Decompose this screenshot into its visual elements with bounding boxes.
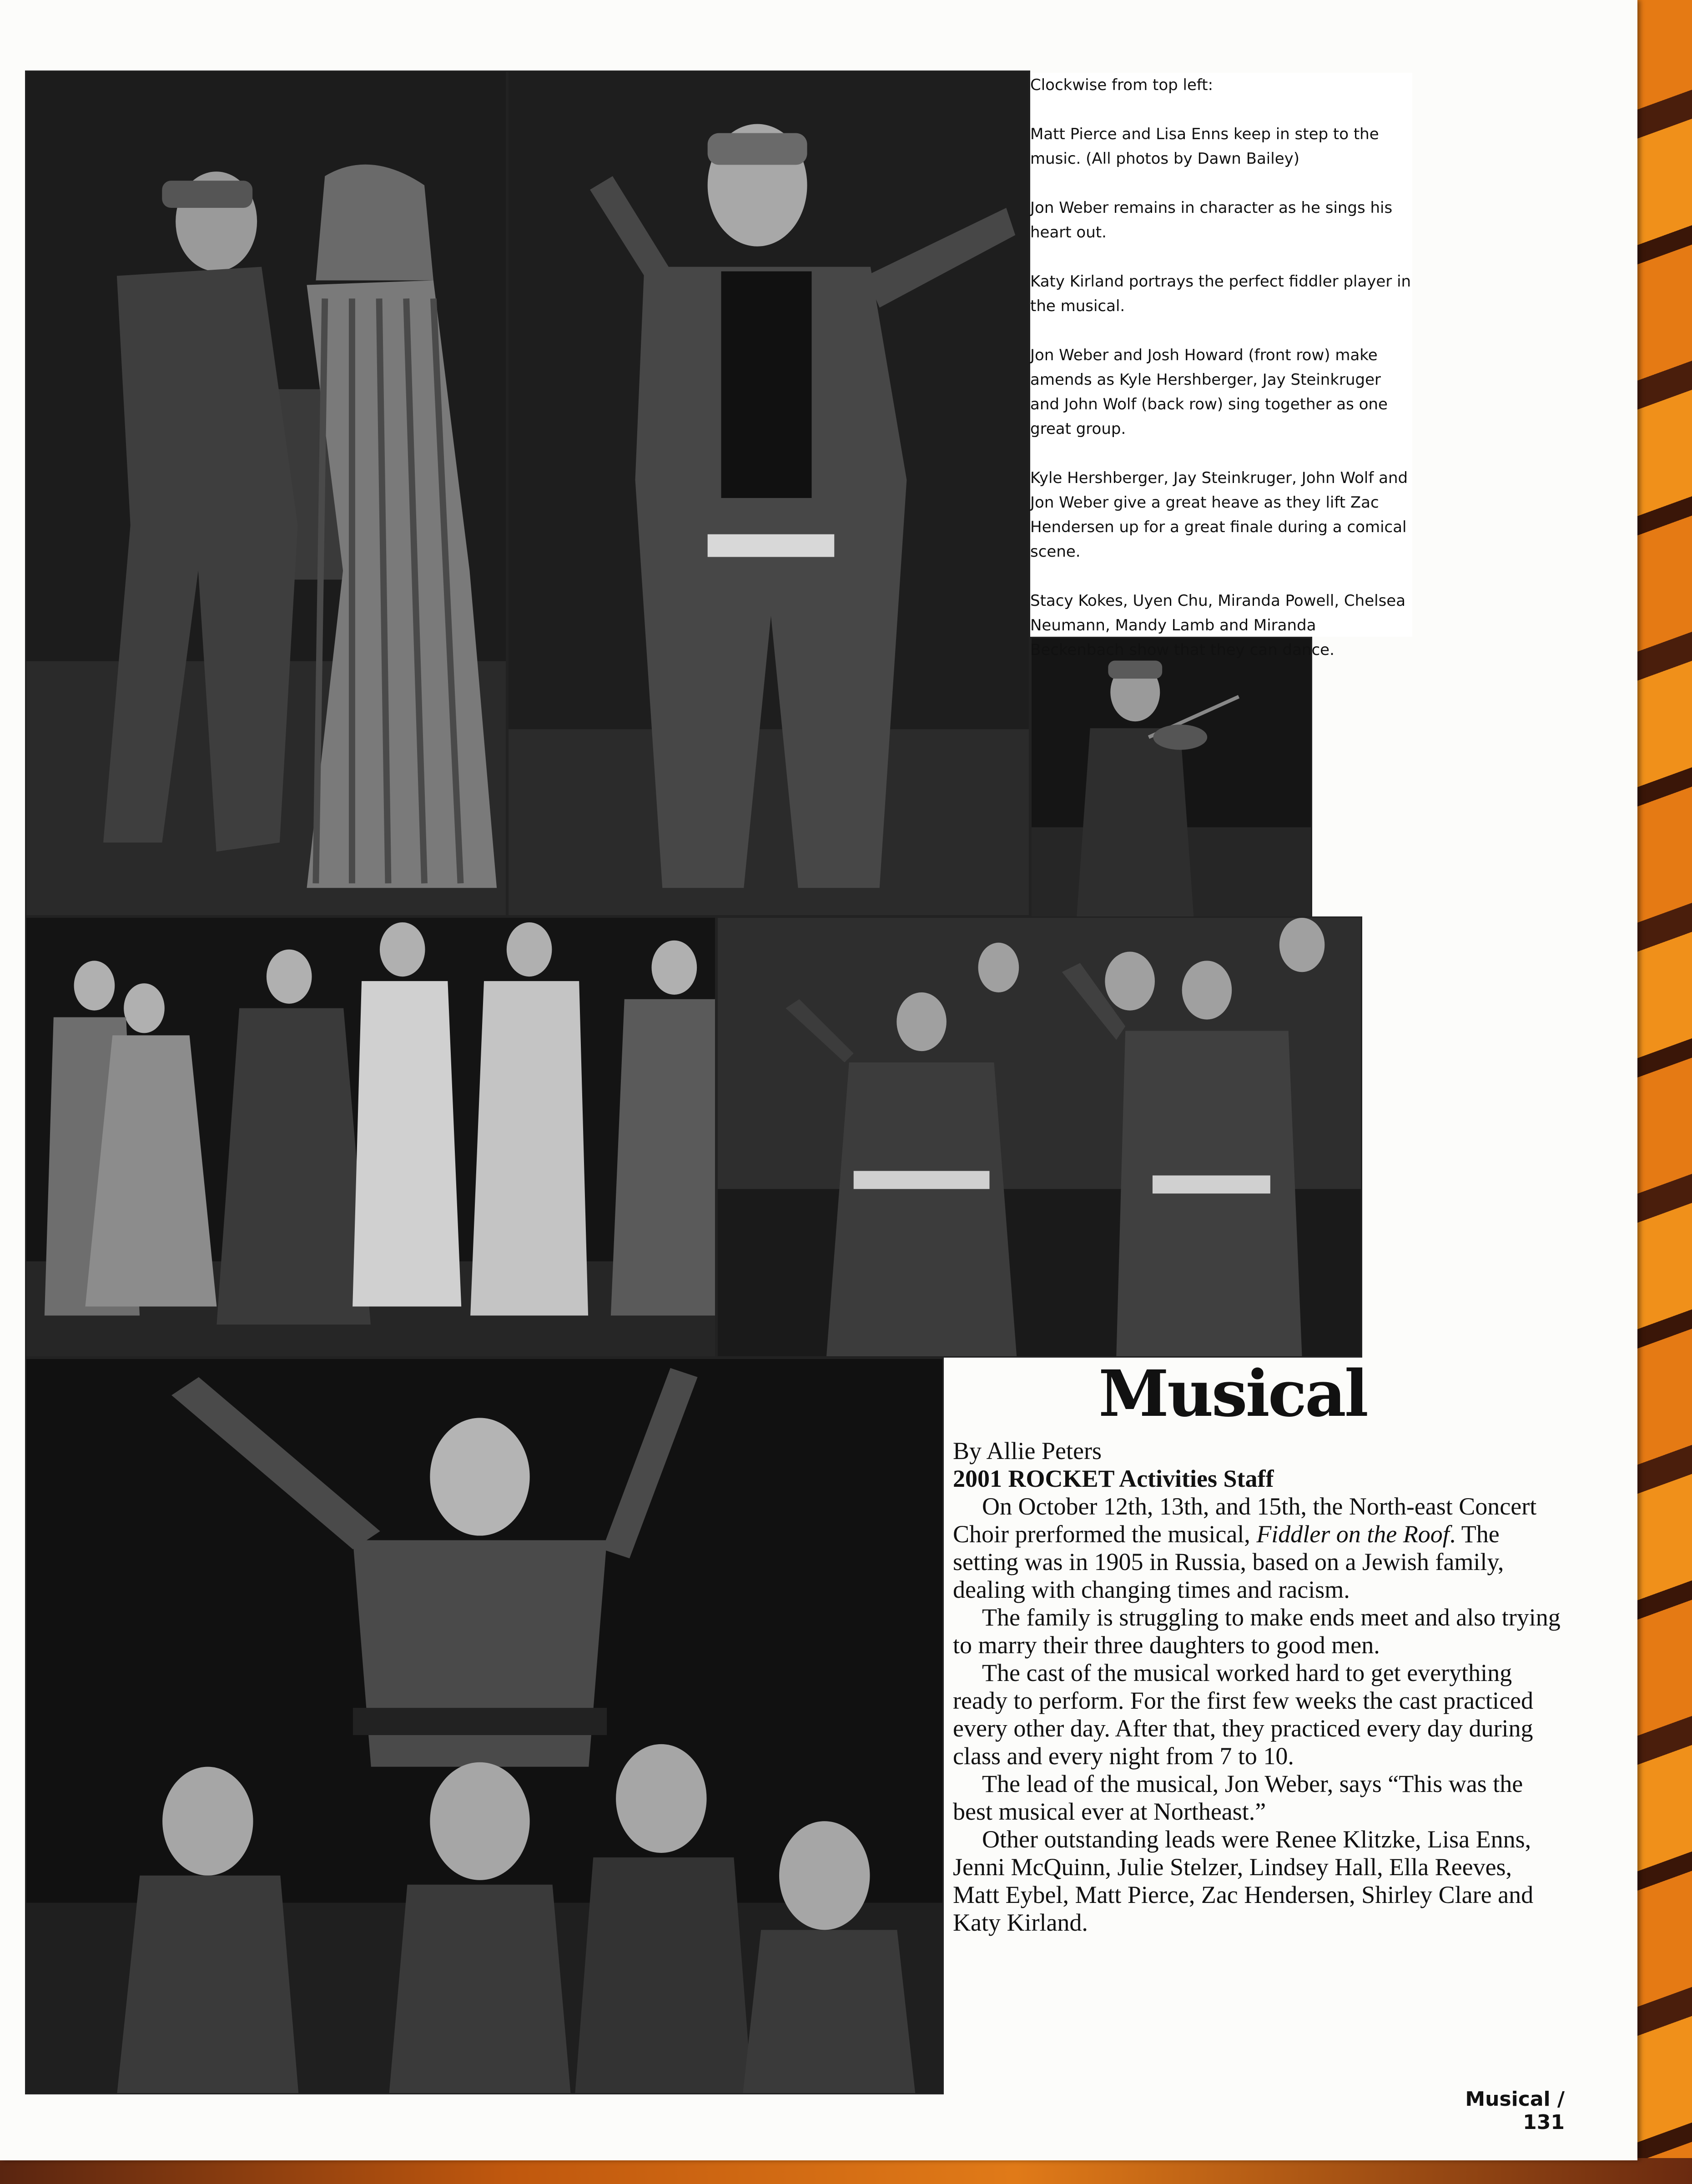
caption-jon-weber: Jon Weber remains in character as he sings his heart out. bbox=[1030, 199, 1393, 242]
photo-katy-kirland-fiddler bbox=[1030, 637, 1312, 919]
caption-dancing-girls: Stacy Kokes, Uyen Chu, Miranda Powell, Chelsea Neumann, Mandy Lamb and Miranda Beckenbach show that they can dance. bbox=[1030, 592, 1406, 659]
article-paragraph-1: On October 12th, 13th, and 15th, the North-east Concert Choir prerformed the musical, Fiddler on the Roof. The setting was in 1905 in Russia, based on a Jewish family, dealing with changing times and racism. bbox=[953, 1493, 1537, 1603]
page-edge-bottom bbox=[0, 2158, 1692, 2184]
photo-group-singing bbox=[716, 916, 1362, 1358]
article-body bbox=[953, 1437, 1562, 1937]
photo-jon-weber-singing bbox=[507, 70, 1030, 916]
caption-intro: Clockwise from top left: bbox=[1030, 76, 1214, 94]
photo-finale-lift bbox=[25, 1358, 944, 2094]
caption-fiddler: Katy Kirland portrays the perfect fiddler player in the musical. bbox=[1030, 272, 1411, 315]
caption-dancing-couple: Matt Pierce and Lisa Enns keep in step to the music. (All photos by Dawn Bailey) bbox=[1030, 125, 1379, 168]
caption-group-singing: Jon Weber and Josh Howard (front row) make amends as Kyle Hershberger, Jay Steinkruger and John Wolf (back row) sing together as one great group. bbox=[1030, 346, 1388, 438]
article-byline: By Allie Peters bbox=[953, 1437, 1102, 1464]
article-title: Musical bbox=[1098, 1357, 1367, 1431]
article-paragraph-2: The family is struggling to make ends meet and also trying to marry their three daughters to good men. bbox=[953, 1604, 1561, 1659]
photo-dancing-couple bbox=[25, 70, 507, 916]
article-paragraph-3: The cast of the musical worked hard to get everything ready to perform. For the first few weeks the cast practiced every other day. After that, they practiced every day during class and every night from 7 to 10. bbox=[953, 1659, 1533, 1770]
article-paragraph-4: The lead of the musical, Jon Weber, says “This was the best musical ever at Northeast.” bbox=[953, 1770, 1523, 1825]
page-folio: Musical / 131 bbox=[1465, 2088, 1565, 2134]
photo-captions bbox=[1030, 73, 1412, 659]
photo-dancing-girls bbox=[25, 916, 716, 1358]
musical-name: Fiddler on the Roof bbox=[1256, 1520, 1450, 1548]
article-staff-line: 2001 ROCKET Activities Staff bbox=[953, 1465, 1274, 1492]
caption-finale-lift: Kyle Hershberger, Jay Steinkruger, John Wolf and Jon Weber give a great heave as they lift Zac Hendersen up for a great finale during a comical scene. bbox=[1030, 469, 1408, 561]
article-paragraph-5: Other outstanding leads were Renee Klitzke, Lisa Enns, Jenni McQuinn, Julie Stelzer, Lindsey Hall, Ella Reeves, Matt Eybel, Matt Pierce, Zac Hendersen, Shirley Clare and Katy Kirland. bbox=[953, 1826, 1534, 1936]
